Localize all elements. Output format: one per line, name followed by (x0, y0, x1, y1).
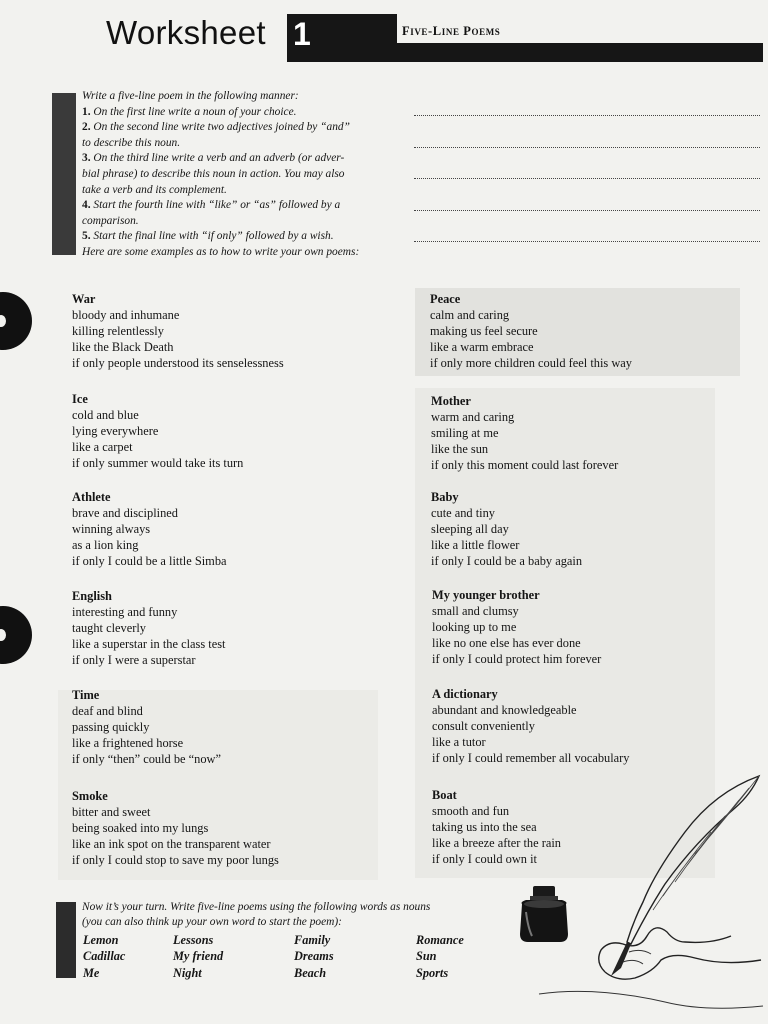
worksheet-number: 1 (287, 14, 397, 62)
instruction-line: 4. Start the fourth line with “like” or “as” followed by a (82, 199, 341, 212)
poem-line: sleeping all day (431, 522, 509, 537)
suggested-word: My friend (173, 949, 224, 964)
instruction-line: to describe this noun. (82, 136, 181, 149)
poem-line: like the Black Death (72, 340, 174, 355)
poem-title: Peace (430, 292, 461, 306)
poem-line: if only I were a superstar (72, 653, 196, 668)
quill-pen-hand-icon (535, 772, 765, 1024)
instruction-line: comparison. (82, 214, 139, 227)
poem-line: smiling at me (431, 426, 499, 441)
instruction-line: 2. On the second line write two adjectives joined by “and” (82, 121, 350, 134)
poem-line: deaf and blind (72, 704, 143, 719)
suggested-word: Cadillac (83, 949, 126, 964)
binder-hole-top (0, 292, 32, 350)
writing-line[interactable] (414, 115, 760, 116)
poem-line: interesting and funny (72, 605, 178, 620)
suggested-word: Me (83, 965, 100, 980)
poem-line: if only “then” could be “now” (72, 752, 221, 767)
poem-line: like a warm embrace (430, 340, 534, 355)
poem-line: like an ink spot on the transparent water (72, 837, 271, 852)
poem-title: Ice (72, 392, 88, 406)
poem-baby (431, 489, 582, 569)
poem-line: calm and caring (430, 308, 510, 323)
poem-line: passing quickly (72, 720, 150, 735)
poem-line: brave and disciplined (72, 506, 178, 521)
poem-title: My younger brother (432, 588, 540, 602)
instructions-block (82, 89, 398, 261)
poem-line: like a carpet (72, 440, 133, 455)
poem-line: like a breeze after the rain (432, 836, 561, 851)
instructions-intro: Write a five-line poem in the following manner: (82, 90, 299, 102)
poem-line: if only people understood its senselessness (72, 356, 284, 371)
poem-war (72, 291, 284, 371)
poem-title: Mother (431, 394, 471, 408)
worksheet-title: Worksheet (106, 14, 266, 51)
instruction-line: 1. On the first line write a noun of your choice. (82, 105, 297, 118)
suggested-word: Dreams (294, 949, 334, 964)
poem-title: English (72, 589, 112, 603)
poem-line: if only I could own it (432, 852, 537, 867)
poem-title: War (72, 292, 96, 306)
poem-line: cold and blue (72, 408, 139, 423)
poem-line: as a lion king (72, 538, 139, 553)
suggested-word: Lemon (83, 933, 119, 947)
poem-line: if only I could be a little Simba (72, 554, 227, 569)
writing-line[interactable] (414, 178, 760, 179)
poem-line: abundant and knowledgeable (432, 703, 577, 718)
suggested-word: Lessons (173, 933, 214, 947)
instructions-side-bar (52, 93, 76, 255)
poem-english (72, 588, 225, 668)
poem-line: like the sun (431, 442, 489, 457)
suggested-word: Sports (416, 965, 449, 980)
poem-title: Time (72, 688, 100, 702)
poem-my-younger-brother (432, 587, 601, 667)
instruction-line: Here are some examples as to how to write your own poems: (82, 245, 360, 258)
poem-line: if only I could remember all vocabulary (432, 751, 630, 766)
poem-line: if only I could protect him forever (432, 652, 602, 667)
poem-line: lying everywhere (72, 424, 159, 439)
poem-line: making us feel secure (430, 324, 538, 339)
instruction-line: 5. Start the final line with “if only” followed by a wish. (82, 230, 334, 243)
poem-line: if only I could be a baby again (431, 554, 583, 569)
poem-title: Smoke (72, 789, 108, 803)
your-turn-line: (you can also think up your own word to start the poem): (82, 916, 342, 928)
poem-line: taught cleverly (72, 621, 146, 636)
poem-line: like no one else has ever done (432, 636, 581, 651)
poem-line: if only I could stop to save my poor lungs (72, 853, 279, 868)
poem-smoke (72, 788, 279, 868)
poem-title: A dictionary (432, 687, 498, 701)
writing-line[interactable] (414, 210, 760, 211)
poem-mother (431, 393, 618, 473)
poem-title: Boat (432, 788, 457, 802)
your-turn-instructions (82, 900, 512, 930)
instruction-line: bial phrase) to describe this noun in action. You may also (82, 167, 345, 180)
poem-line: cute and tiny (431, 506, 495, 521)
poem-line: if only this moment could last forever (431, 458, 619, 473)
your-turn-line: Now it’s your turn. Write five-line poems using the following words as nouns (82, 901, 431, 913)
poem-line: killing relentlessly (72, 324, 164, 339)
poem-line: if only summer would take its turn (72, 456, 244, 471)
your-turn-side-bar (56, 902, 76, 978)
suggested-word: Beach (294, 965, 327, 980)
poem-time (72, 687, 221, 767)
poem-ice (72, 391, 243, 471)
poem-line: winning always (72, 522, 151, 537)
poem-line: looking up to me (432, 620, 517, 635)
poem-line: smooth and fun (432, 804, 510, 819)
writing-line[interactable] (414, 147, 760, 148)
instruction-line: 3. On the third line write a verb and an adverb (or adver- (82, 152, 345, 165)
poem-title: Baby (431, 490, 459, 504)
poem-line: consult conveniently (432, 719, 535, 734)
poem-line: like a superstar in the class test (72, 637, 226, 652)
poem-peace (430, 291, 632, 371)
poem-line: bitter and sweet (72, 805, 151, 820)
poem-a-dictionary (432, 686, 630, 766)
poem-athlete (72, 489, 227, 569)
poem-line: like a frightened horse (72, 736, 184, 751)
writing-line[interactable] (414, 241, 760, 242)
suggested-word: Night (173, 965, 202, 980)
instruction-line: take a verb and its complement. (82, 183, 227, 196)
poem-line: like a tutor (432, 735, 486, 750)
suggested-words (83, 932, 513, 981)
poem-line: like a little flower (431, 538, 520, 553)
suggested-word: Family (294, 933, 331, 947)
poem-line: warm and caring (431, 410, 515, 425)
suggested-word: Sun (416, 949, 437, 964)
binder-hole-bottom (0, 606, 32, 664)
poem-line: small and clumsy (432, 604, 519, 619)
poem-line: taking us into the sea (432, 820, 537, 835)
suggested-word: Romance (416, 933, 464, 947)
header-bar (397, 43, 763, 62)
poem-line: if only more children could feel this way (430, 356, 632, 371)
worksheet-subtitle: Five-Line Poems (402, 24, 501, 38)
poem-title: Athlete (72, 490, 111, 504)
poem-line: being soaked into my lungs (72, 821, 209, 836)
poem-line: bloody and inhumane (72, 308, 180, 323)
